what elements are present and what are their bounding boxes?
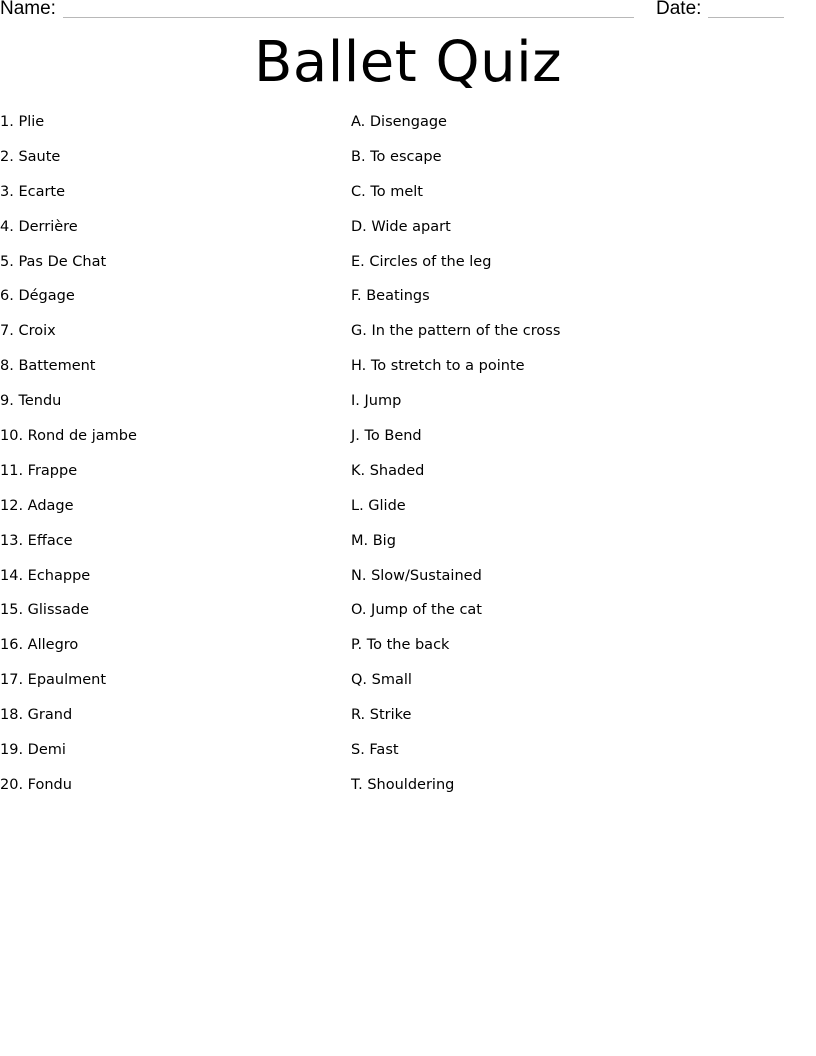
definition-item: A. Disengage <box>351 114 447 130</box>
definition-item: M. Big <box>351 532 396 549</box>
term-item: 12. Adage <box>0 497 74 514</box>
definition-item: B. To escape <box>351 148 442 165</box>
term-item: 20. Fondu <box>0 776 72 793</box>
term-item: 17. Epaulment <box>0 672 107 689</box>
definition-item: R. Strike <box>351 707 412 724</box>
term-item: 3. Ecarte <box>0 183 66 200</box>
page-title: Ballet Quiz <box>253 30 563 95</box>
definition-item: J. To Bend <box>351 428 422 445</box>
term-item: 19. Demi <box>0 742 66 759</box>
definition-item: L. Glide <box>351 497 406 514</box>
term-item: 4. Derrière <box>0 218 78 235</box>
definition-item: T. Shouldering <box>351 776 455 793</box>
term-item: 9. Tendu <box>0 393 62 410</box>
term-item: 1. Plie <box>0 114 45 130</box>
term-item: 7. Croix <box>0 323 56 340</box>
term-item: 5. Pas De Chat <box>0 253 107 270</box>
definition-item: Q. Small <box>351 672 412 689</box>
definition-item: K. Shaded <box>351 462 425 479</box>
definition-item: H. To stretch to a pointe <box>351 358 525 375</box>
date-label: Date: <box>656 0 702 19</box>
term-item: 13. Efface <box>0 532 73 549</box>
definition-item: O. Jump of the cat <box>351 602 482 619</box>
term-item: 10. Rond de jambe <box>0 428 137 445</box>
worksheet-header <box>0 0 816 24</box>
definition-item: P. To the back <box>351 637 450 654</box>
definitions-list <box>351 111 791 809</box>
definition-item: D. Wide apart <box>351 218 451 235</box>
name-label: Name: <box>0 0 56 19</box>
definition-item: N. Slow/Sustained <box>351 567 482 584</box>
term-item: 2. Saute <box>0 148 61 165</box>
term-item: 16. Allegro <box>0 637 79 654</box>
term-item: 14. Echappe <box>0 567 91 584</box>
definition-item: C. To melt <box>351 183 423 200</box>
definition-item: S. Fast <box>351 742 399 759</box>
definition-item: F. Beatings <box>351 288 430 305</box>
term-item: 8. Battement <box>0 358 96 375</box>
term-item: 15. Glissade <box>0 602 90 619</box>
term-item: 11. Frappe <box>0 462 78 479</box>
date-field-line <box>708 17 784 18</box>
terms-list <box>0 111 340 809</box>
definition-item: E. Circles of the leg <box>351 253 492 270</box>
name-field-line <box>63 17 634 18</box>
term-item: 6. Dégage <box>0 288 75 305</box>
definition-item: G. In the pattern of the cross <box>351 323 561 340</box>
definition-item: I. Jump <box>351 393 402 410</box>
term-item: 18. Grand <box>0 707 73 724</box>
